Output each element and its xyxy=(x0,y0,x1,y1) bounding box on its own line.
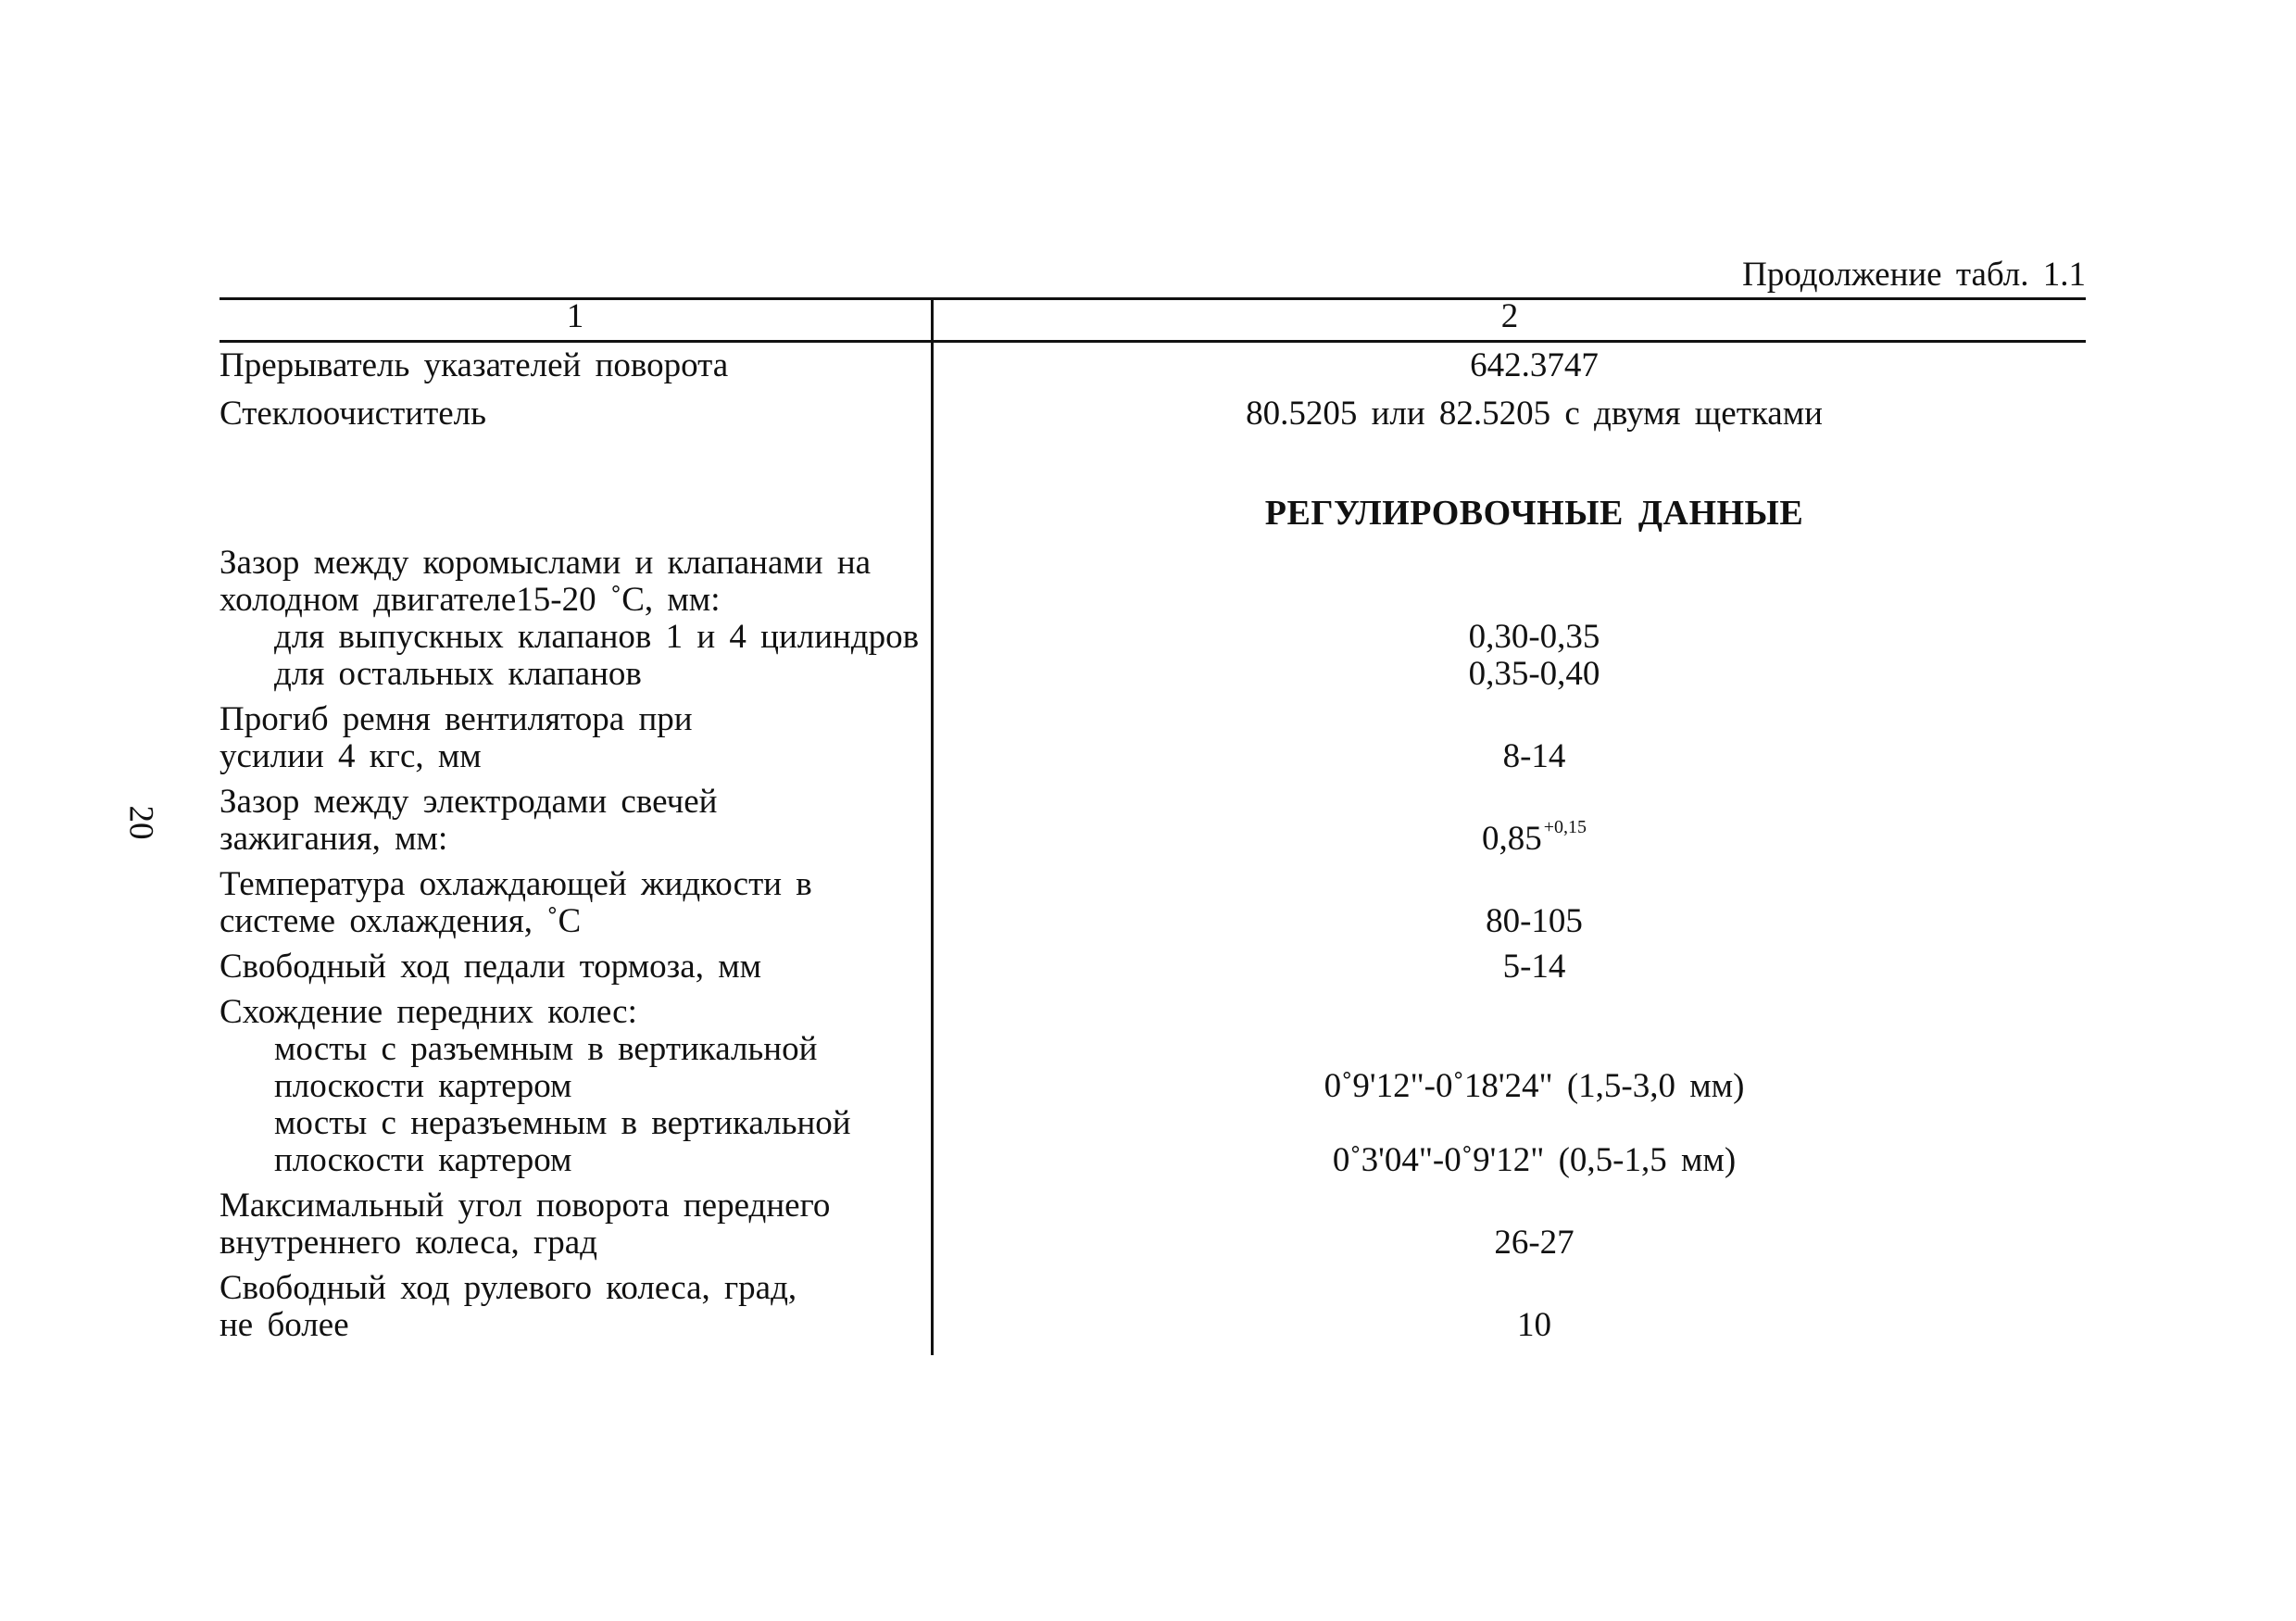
value-max-turn-angle: 26-27 xyxy=(1494,1224,1575,1262)
table-header-rule xyxy=(220,340,2086,343)
param-split-axle-line-2: плоскости картером xyxy=(274,1067,572,1105)
param-split-axle-line-1: мосты с разъемным в вертикальной xyxy=(274,1030,818,1068)
value-steering-play: 10 xyxy=(1517,1306,1551,1344)
table-continuation-label: Продолжение табл. 1.1 xyxy=(1742,256,2086,294)
param-coolant-temp-line-1: Температура охлаждающей жидкости в xyxy=(220,865,812,903)
section-title: РЕГУЛИРОВОЧНЫЕ ДАННЫЕ xyxy=(1264,494,1804,533)
param-steering-play-line-1: Свободный ход рулевого колеса, град, xyxy=(220,1269,797,1307)
param-brake-pedal-play: Свободный ход педали тормоза, мм xyxy=(220,948,762,986)
param-solid-axle-line-2: плоскости картером xyxy=(274,1141,572,1179)
param-toe-in: Схождение передних колес: xyxy=(220,993,637,1031)
param-valve-clearance-line-1: Зазор между коромыслами и клапанами на xyxy=(220,544,872,582)
value-spark-gap-tolerance: +0,15 xyxy=(1543,817,1587,837)
param-spark-gap-line-2: зажигания, мм: xyxy=(220,820,448,858)
param-steering-play-line-2: не более xyxy=(220,1306,349,1344)
value-spark-gap xyxy=(934,817,2135,858)
value-other-valves: 0,35-0,40 xyxy=(1468,655,1600,693)
param-fan-belt-deflection-line-1: Прогиб ремня вентилятора при xyxy=(220,700,693,738)
value-split-axle: 0˚9'12"-0˚18'24" (1,5-3,0 мм) xyxy=(1324,1067,1745,1105)
param-solid-axle-line-1: мосты с неразъемным в вертикальной xyxy=(274,1104,851,1142)
value-turn-signal-breaker: 642.3747 xyxy=(1470,346,1599,384)
param-max-turn-angle-line-1: Максимальный угол поворота переднего xyxy=(220,1187,831,1225)
param-max-turn-angle-line-2: внутреннего колеса, град xyxy=(220,1224,597,1262)
param-spark-gap-line-1: Зазор между электродами свечей xyxy=(220,783,718,821)
param-wiper: Стеклоочиститель xyxy=(220,395,486,433)
value-brake-pedal-play: 5-14 xyxy=(1502,948,1566,986)
value-fan-belt-deflection: 8-14 xyxy=(1502,737,1566,775)
param-exhaust-valves: для выпускных клапанов 1 и 4 цилиндров xyxy=(274,618,920,656)
value-solid-axle: 0˚3'04"-0˚9'12" (0,5-1,5 мм) xyxy=(1332,1141,1737,1179)
column-header-1: 1 xyxy=(566,297,584,335)
param-turn-signal-breaker: Прерыватель указателей поворота xyxy=(220,346,729,384)
value-spark-gap-base: 0,85 xyxy=(1481,820,1542,858)
page-number: 20 xyxy=(121,805,160,840)
param-other-valves: для остальных клапанов xyxy=(274,655,642,693)
column-header-2: 2 xyxy=(1500,297,1519,335)
value-coolant-temp: 80-105 xyxy=(1486,902,1583,940)
param-coolant-temp-line-2: системе охлаждения, ˚С xyxy=(220,902,582,940)
value-wiper: 80.5205 или 82.5205 с двумя щетками xyxy=(1246,395,1823,433)
param-valve-clearance-line-2: холодном двигателе15-20 ˚С, мм: xyxy=(220,581,721,619)
param-fan-belt-deflection-line-2: усилии 4 кгс, мм xyxy=(220,737,482,775)
value-exhaust-valves: 0,30-0,35 xyxy=(1468,618,1600,656)
